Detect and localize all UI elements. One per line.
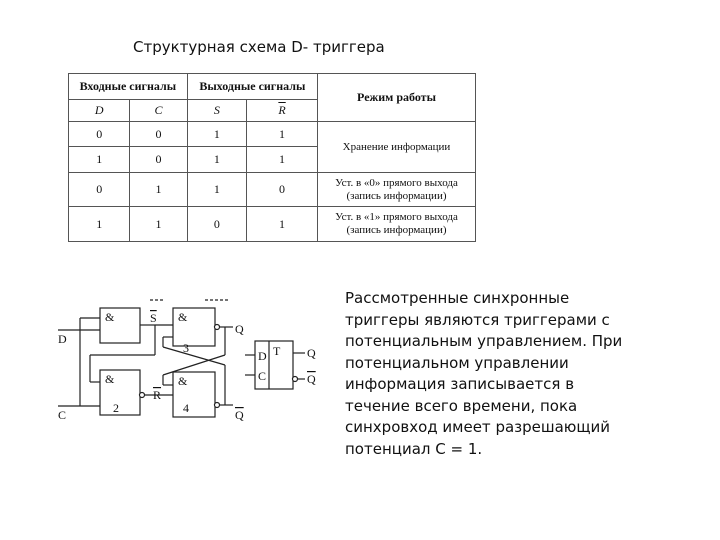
- cell-c: 0: [130, 147, 187, 173]
- gate-2-number: 2: [113, 401, 119, 415]
- col-r: $\overline{R}$: [247, 100, 318, 122]
- cell-r: 0: [247, 173, 318, 207]
- gate-4-number: 4: [183, 401, 189, 415]
- col-c: C: [130, 100, 187, 122]
- table-row: [69, 173, 476, 207]
- symbol-qbar-label: Q: [307, 372, 316, 386]
- mode-storage: Хранение информации: [318, 122, 476, 173]
- cell-c: 0: [130, 122, 187, 147]
- input-d-label: D: [58, 332, 67, 346]
- output-q-label: Q: [235, 322, 244, 336]
- truth-table: [68, 73, 476, 242]
- output-qbar-label: Q: [235, 408, 244, 422]
- cell-c: 1: [130, 207, 187, 242]
- cell-s: 0: [187, 207, 246, 242]
- gate-4-symbol: &: [178, 374, 188, 388]
- col-s: S: [187, 100, 246, 122]
- mode-set0-line2: (запись информации): [346, 189, 447, 202]
- gate-3-number: 3: [183, 341, 189, 355]
- signal-s-label: S: [150, 311, 157, 325]
- gate-2-symbol: &: [105, 372, 115, 386]
- symbol-d-label: D: [258, 349, 267, 363]
- input-c-label: C: [58, 408, 67, 422]
- slide-title: Структурная схема D- триггера: [133, 38, 385, 56]
- cell-d: 1: [69, 147, 130, 173]
- cell-d: 0: [69, 173, 130, 207]
- gate-3-symbol: &: [178, 310, 188, 324]
- header-output-signals: Выходные сигналы: [187, 74, 317, 100]
- header-mode: Режим работы: [318, 74, 476, 122]
- cell-r: 1: [247, 207, 318, 242]
- d-trigger-circuit: [55, 295, 325, 430]
- mode-set1-line1: Уст. в «1» прямого выхода: [335, 211, 458, 223]
- signal-r-label: R: [153, 388, 162, 402]
- description-paragraph: Рассмотренные синхронные триггеры являются триггерами с потенциальным управлением. При потенциальном управлении информация записывается в течение всего времени, пока синхровход имеет разрешающий потенциал С = 1.: [345, 289, 623, 458]
- mode-set0-line1: Уст. в «0» прямого выхода: [335, 176, 458, 189]
- symbol-t-label: T: [273, 344, 281, 358]
- cell-c: 1: [130, 173, 187, 207]
- cell-d: 0: [69, 122, 130, 147]
- mode-set1-line2: (запись информации): [346, 224, 447, 236]
- cell-s: 1: [187, 147, 246, 173]
- col-d: D: [69, 100, 130, 122]
- cell-d: 1: [69, 207, 130, 242]
- symbol-q-label: Q: [307, 346, 316, 360]
- symbol-c-label: C: [258, 369, 267, 383]
- cell-r: 1: [247, 147, 318, 173]
- cell-s: 1: [187, 122, 246, 147]
- table-row: [69, 122, 476, 147]
- cell-r: 1: [247, 122, 318, 147]
- mode-set0: [318, 173, 476, 207]
- cell-s: 1: [187, 173, 246, 207]
- header-input-signals: Входные сигналы: [69, 74, 188, 100]
- table-row: [69, 207, 476, 242]
- gate-1-symbol: &: [105, 310, 115, 324]
- mode-set1: [318, 207, 476, 242]
